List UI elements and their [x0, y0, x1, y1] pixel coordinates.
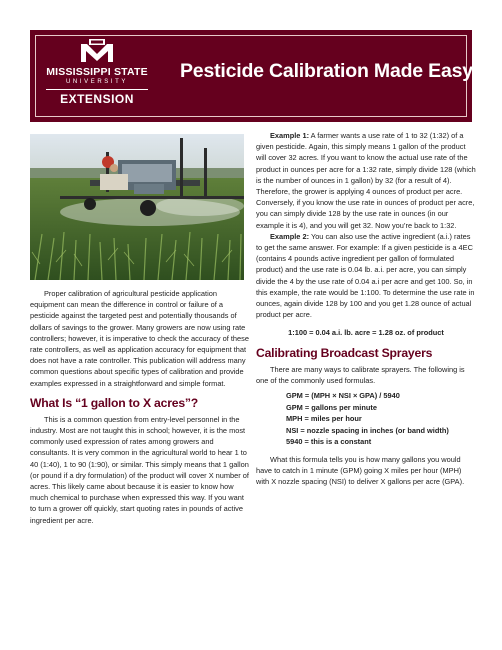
header-banner [30, 30, 472, 122]
rate-formula: 1:100 = 0.04 a.i. lb. acre = 1.28 oz. of product [288, 328, 444, 338]
formula-line: GPM = gallons per minute [286, 402, 377, 412]
formula-line: NSI = nozzle spacing in inches (or band width) [286, 425, 449, 435]
section-heading-broadcast-sprayers: Calibrating Broadcast Sprayers [256, 345, 433, 360]
example-1-label: Example 1: [270, 131, 310, 140]
msu-m-emblem-icon [75, 38, 119, 64]
formula-line: GPM = (MPH × NSI × GPA) / 5940 [286, 391, 400, 401]
example-2-paragraph [256, 231, 476, 321]
formula-line: MPH = miles per hour [286, 414, 362, 424]
formula-line: 5940 = this is a constant [286, 437, 372, 447]
logo-divider [46, 89, 148, 90]
formula-explanation-paragraph: What this formula tells you is how many gallons you would have to catch in 1 minute (GPM) going X miles per hour (MPH) with X nozzle spacing (NSI) to deliver X gallons per acre (GPA). [256, 455, 465, 487]
example-1-text: A farmer wants a use rate of 1 to 32 (1:32) of a given pesticide. Again, this simply means 1 gallon of the product will cover 32 acres. If you want to know the actual use rate of the product in ounces per acre for a 1:32 rate, simply divide 128 (which is the number of ounces in 1 gallon) by 32 (for a result of 4). Therefore, the grower is applying 4 ounces of product per acre. Conversely, if you know the use rate in ounces of product per acre, you can simply divide 128 by the use rate in ounces (in our example it is 4), and you will get 32. Now you’re back to 1:32. [256, 131, 476, 230]
msu-extension-logo [38, 36, 156, 112]
gpm-formula-list [286, 390, 476, 448]
sprayer-field-photo [30, 134, 244, 280]
left-column [30, 288, 250, 526]
example-1-paragraph [256, 130, 476, 231]
example-2-label: Example 2: [270, 231, 310, 241]
logo-university: UNIVERSITY [65, 79, 128, 85]
section-heading-gallon-to-acres: What Is “1 gallon to X acres”? [30, 395, 199, 410]
logo-extension: EXTENSION [60, 92, 134, 106]
example-2-text: You can also use the active ingredient (a.i.) rates to get the same answer. For example: If a given pesticide is a 4EC (contains 4 pounds active ingredient per gallon of formulated product) and the use rate is 0.04 lb. a.i. per acre, you can simply divide the 4 by the use rate of 0.04 a.i per acre and get 100. So, in this example, the rate would be 1:100. To determine the use rate in ounces, again divide 128 by 100 and you get 1.28 ounce of actual product per acre. [256, 231, 475, 320]
page-title: Pesticide Calibration Made Easy [180, 60, 473, 82]
gallon-to-acres-paragraph: This is a common question from entry-level personnel in the industry. Most are not taught this in school; however, it is the most commonly used expression of rates among growers and consultants. It is very common in the agricultural world to hear 1 to 40 (1:40), 1 to 90 (1:90), or similar. This simply means that 1 gallon (or pound if a dry formulation) of the product will cover X number of acres. This likely came about because it is easier to know how much chemical to purchase when expressed this way. If you want to turn a grower off quickly, start quoting rates in pounds of active ingredient per acre. [30, 414, 249, 525]
intro-paragraph: Proper calibration of agricultural pesticide application equipment can mean the difference in control or failure of a pesticide against the targeted pest and potentially thousands of dollars of savings to the grower. Many growers are now using rate controllers; however, it is imperative to check the accuracy of these rate controllers, as well as application accuracy for equipment that does not have a rate controller. This publication will address many common questions about specific types of calibration and provide examples expressed in a straightforward and simple format. [30, 289, 249, 388]
sprayer-intro-paragraph: There are many ways to calibrate sprayers. The following is one of the commonly used formulas. [256, 364, 465, 385]
logo-name: MISSISSIPPI STATE [46, 66, 148, 78]
right-column [256, 130, 476, 488]
